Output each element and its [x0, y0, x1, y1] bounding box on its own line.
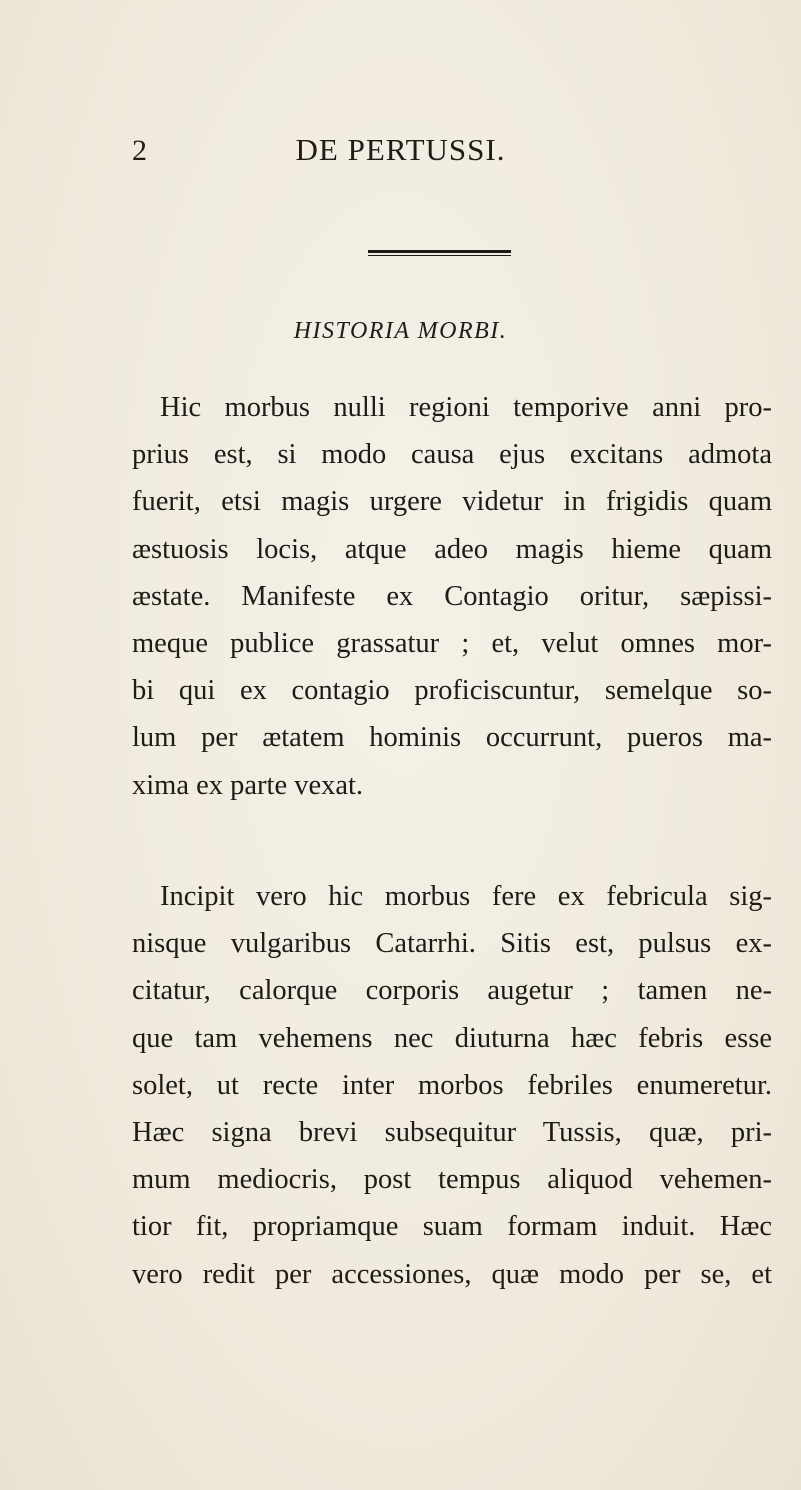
- text-line: æstate. Manifeste ex Contagio oritur, sæpissi-: [132, 580, 772, 612]
- ornamental-rule: [368, 250, 511, 257]
- text-line: meque publice grassatur ; et, velut omnes mor-: [132, 627, 772, 659]
- text-line: citatur, calorque corporis augetur ; tamen ne-: [132, 975, 772, 1007]
- rule-thin-line: [368, 255, 511, 256]
- text-line: Hæc signa brevi subsequitur Tussis, quæ, pri-: [132, 1116, 772, 1148]
- text-line: lum per ætatem hominis occurrunt, pueros ma-: [132, 722, 772, 754]
- text-line: nisque vulgaribus Catarrhi. Sitis est, pulsus ex-: [132, 928, 772, 960]
- text-line: æstuosis locis, atque adeo magis hieme quam: [132, 533, 772, 565]
- text-line: vero redit per accessiones, quæ modo per se, et: [132, 1258, 772, 1290]
- text-line: que tam vehemens nec diuturna hæc febris esse: [132, 1022, 772, 1054]
- section-title: HISTORIA MORBI.: [293, 318, 508, 344]
- text-line: fuerit, etsi magis urgere videtur in frigidis quam: [132, 486, 772, 518]
- text-line: Incipit vero hic morbus fere ex febricula sig-: [160, 881, 772, 912]
- running-head: [0, 132, 801, 172]
- text-line: xima ex parte vexat.: [132, 769, 364, 801]
- text-line: solet, ut recte inter morbos febriles enumeretur.: [132, 1069, 772, 1101]
- text-line: Hic morbus nulli regioni temporive anni pro-: [160, 392, 772, 423]
- paragraph-1: [132, 384, 772, 809]
- text-line: bi qui ex contagio proficiscuntur, semelque so-: [132, 675, 772, 707]
- rule-thick-line: [368, 250, 511, 253]
- page-number: 2: [132, 134, 147, 167]
- text-line: tior fit, propriamque suam formam induit. Hæc: [132, 1211, 772, 1243]
- text-line: mum mediocris, post tempus aliquod vehemen-: [132, 1164, 772, 1196]
- running-title: DE PERTUSSI.: [295, 132, 506, 167]
- paragraph-2: [132, 873, 772, 1298]
- text-line: prius est, si modo causa ejus excitans admota: [132, 439, 772, 471]
